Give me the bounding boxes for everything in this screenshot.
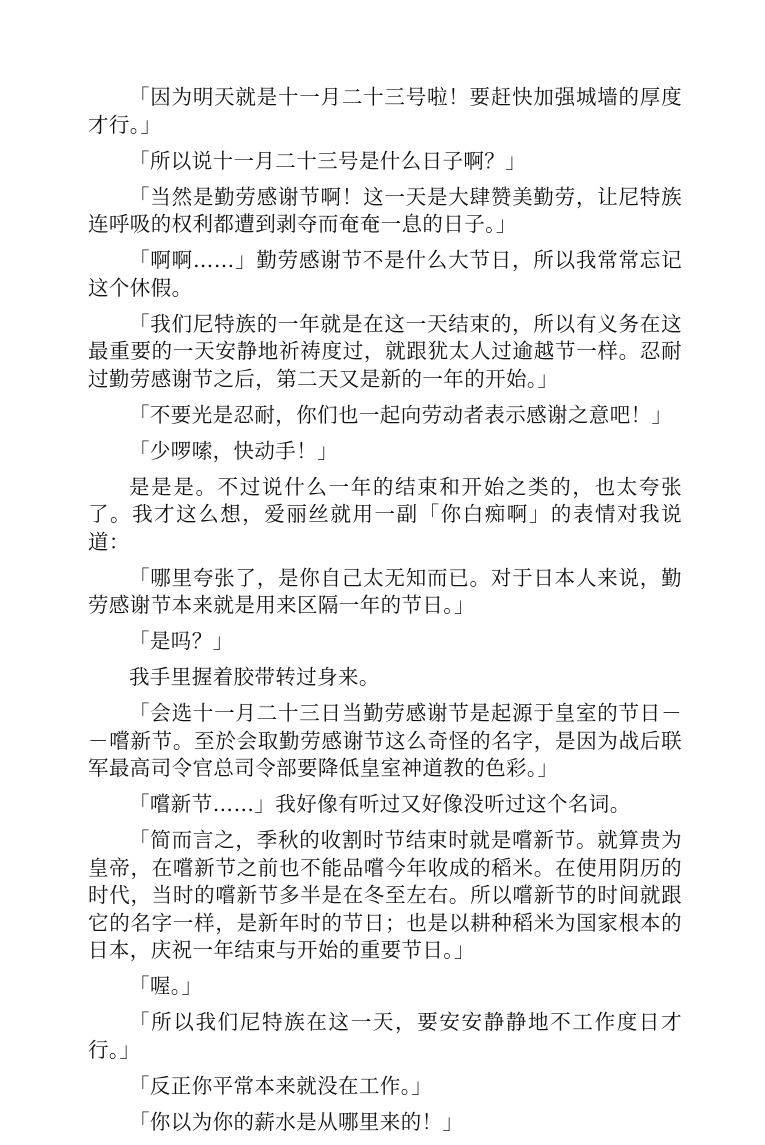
- paragraph: 「啊啊……」勤劳感谢节不是什么大节日，所以我常常忘记这个休假。: [88, 248, 682, 300]
- paragraph: 「我们尼特族的一年就是在这一天结束的，所以有义务在这最重要的一天安静地祈祷度过，就跟犹太人过逾越节一样。忍耐过勤劳感谢节之后，第二天又是新的一年的开始。」: [88, 311, 682, 391]
- paragraph: 「喔。」: [129, 974, 203, 998]
- paragraph: 「少啰嗦，快动手！」: [129, 438, 338, 463]
- paragraph: 「反正你平常本来就没在工作。」: [129, 1073, 433, 1098]
- paragraph: 「当然是勤劳感谢节啊！这一天是大肆赞美勤劳，让尼特族连呼吸的权利都遭到剥夺而奄奄一息的日子。」: [88, 184, 682, 236]
- paragraph: 「简而言之，季秋的收割时节结束时就是嚐新节。就算贵为皇帝，在嚐新节之前也不能品嚐今年收成的稻米。在使用阴历的时代，当时的嚐新节多半是在冬至左右。所以嚐新节的时间就跟它的名字一样，是新年时的节日；也是以耕种稻米为国家根本的日本，庆祝一年结束与开始的重要节日。」: [88, 828, 682, 962]
- document-page: [88, 84, 682, 1145]
- paragraph: 我手里握着胶带转过身来。: [129, 665, 380, 689]
- paragraph: 「是吗？」: [129, 629, 234, 653]
- paragraph: 「因为明天就是十一月二十三号啦！要赶快加强城墙的厚度才行。」: [88, 85, 682, 137]
- paragraph: 「会选十一月二十三日当勤劳感谢节是起源于皇室的节日－－嚐新节。至於会取勤劳感谢节这么奇怪的名字，是因为战后联军最高司令官总司令部要降低皇室神道教的色彩。」: [88, 701, 682, 780]
- paragraph: 「嚐新节……」我好像有听过又好像没听过这个名词。: [129, 792, 631, 816]
- paragraph: 是是是。不过说什么一年的结束和开始之类的，也太夸张了。我才这么想，爱丽丝就用一副「你白痴啊」的表情对我说道：: [88, 474, 682, 554]
- paragraph: 「哪里夸张了，是你自己太无知而已。对于日本人来说，勤劳感谢节本来就是用来区隔一年的节日。」: [88, 565, 682, 617]
- paragraph: 「所以我们尼特族在这一天，要安安静静地不工作度日才行。」: [88, 1010, 682, 1062]
- paragraph: 「所以说十一月二十三号是什么日子啊？」: [129, 148, 527, 173]
- paragraph: 「你以为你的薪水是从哪里来的！」: [129, 1109, 464, 1134]
- paragraph: 「不要光是忍耐，你们也一起向劳动者表示感谢之意吧！」: [129, 402, 673, 427]
